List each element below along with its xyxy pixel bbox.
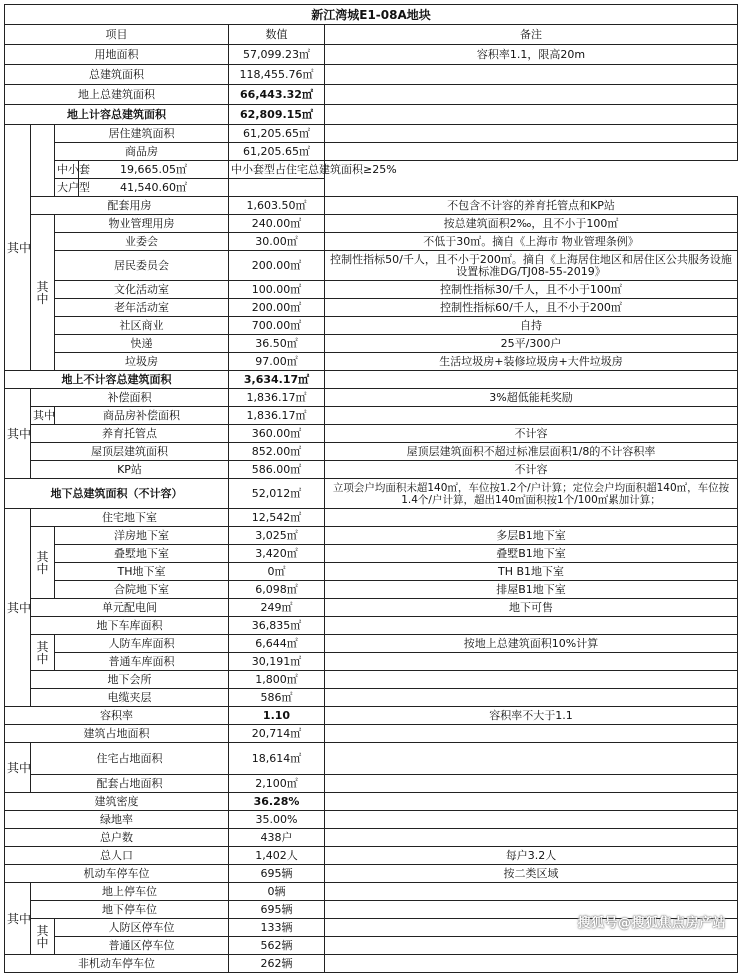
row-value: 1,836.17㎡ [229, 389, 325, 407]
row-note [325, 65, 738, 85]
row-label: 普通车库面积 [55, 653, 229, 671]
row-value: 36,835㎡ [229, 617, 325, 635]
row-label: 地下车库面积 [31, 617, 229, 635]
row-note: 3%超低能耗奖励 [325, 389, 738, 407]
row-label: 中小套 [55, 161, 79, 179]
row-label: 用地面积 [5, 45, 229, 65]
row-value: 36.50㎡ [229, 335, 325, 353]
row-value: 118,455.76㎡ [229, 65, 325, 85]
row-value: 30,191㎡ [229, 653, 325, 671]
row-note [325, 793, 738, 811]
row-note [325, 811, 738, 829]
row-value: 35.00% [229, 811, 325, 829]
row-value: 0㎡ [229, 563, 325, 581]
row-value: 133辆 [229, 919, 325, 937]
row-label: 人防车库面积 [55, 635, 229, 653]
group-label: 其中 [5, 883, 31, 955]
row-label: 居住建筑面积 [55, 125, 229, 143]
row-label: 居民委员会 [55, 251, 229, 281]
row-label: 地下会所 [31, 671, 229, 689]
row-note: 立项会户均面积未超140㎡，车位按1.2个/户计算；定位会户均面积超140㎡，车位按1.4个/户计算，超出140㎡面积按1个/100㎡累加计算； [325, 479, 738, 509]
row-value: 700.00㎡ [229, 317, 325, 335]
row-note [325, 725, 738, 743]
row-label: 地上总建筑面积 [5, 85, 229, 105]
group-label: 其中 [5, 509, 31, 707]
row-label: 建筑占地面积 [5, 725, 229, 743]
row-label: 非机动车停车位 [5, 955, 229, 973]
row-note [325, 143, 738, 161]
row-label: 容积率 [5, 707, 229, 725]
row-note: 控制性指标50/千人，且不小于200㎡。摘自《上海居住地区和居住区公共服务设施设置标准DG/TJ08-55-2019》 [325, 251, 738, 281]
row-note [325, 775, 738, 793]
row-note [325, 829, 738, 847]
row-note: 按地上总建筑面积10%计算 [325, 635, 738, 653]
row-label: 文化活动室 [55, 281, 229, 299]
row-note [325, 743, 738, 775]
row-label: 大户型 [55, 179, 79, 197]
row-value: 249㎡ [229, 599, 325, 617]
row-note [325, 105, 738, 125]
row-note: 按总建筑面积2‰，且不小于100㎡ [325, 215, 738, 233]
row-label: 垃圾房 [55, 353, 229, 371]
row-label: 建筑密度 [5, 793, 229, 811]
row-label: 配套占地面积 [31, 775, 229, 793]
row-value: 200.00㎡ [229, 299, 325, 317]
row-note: 排屋B1地下室 [325, 581, 738, 599]
row-label: 机动车停车位 [5, 865, 229, 883]
row-value: 562辆 [229, 937, 325, 955]
row-value: 36.28% [229, 793, 325, 811]
row-label: 住宅占地面积 [31, 743, 229, 775]
sub-group-label: 其中 [31, 635, 55, 671]
row-value: 586.00㎡ [229, 461, 325, 479]
row-value: 1.10 [229, 707, 325, 725]
table-title: 新江湾城E1-08A地块 [5, 5, 738, 25]
group-label: 其中 [5, 743, 31, 793]
row-value: 97.00㎡ [229, 353, 325, 371]
row-label: 屋顶层建筑面积 [31, 443, 229, 461]
sub-group-label: 其中 [31, 919, 55, 955]
header-note: 备注 [325, 25, 738, 45]
row-label: 普通区停车位 [55, 937, 229, 955]
watermark: 搜狐号@搜狐焦点房产站 [577, 916, 726, 931]
row-value: 695辆 [229, 901, 325, 919]
row-label: 地上停车位 [31, 883, 229, 901]
row-note: 容积率不大于1.1 [325, 707, 738, 725]
row-note: 每户3.2人 [325, 847, 738, 865]
row-value: 61,205.65㎡ [229, 125, 325, 143]
row-value: 2,100㎡ [229, 775, 325, 793]
row-value: 262辆 [229, 955, 325, 973]
row-value: 52,012㎡ [229, 479, 325, 509]
row-note [325, 407, 738, 425]
row-value: 3,025㎡ [229, 527, 325, 545]
row-note: 不低于30㎡。摘自《上海市 物业管理条例》 [325, 233, 738, 251]
row-note: 不计容 [325, 425, 738, 443]
row-note: 生活垃圾房+装修垃圾房+大件垃圾房 [325, 353, 738, 371]
row-note [325, 671, 738, 689]
row-value: 41,540.60㎡ [79, 179, 229, 197]
row-label: 社区商业 [55, 317, 229, 335]
row-note: 容积率1.1，限高20m [325, 45, 738, 65]
row-label: 配套用房 [31, 197, 229, 215]
row-note: 中小套型占住宅总建筑面积≥25% [229, 161, 325, 179]
row-value: 1,603.50㎡ [229, 197, 325, 215]
row-note: 自持 [325, 317, 738, 335]
row-note: 控制性指标30/千人，且不小于100㎡ [325, 281, 738, 299]
row-note [325, 955, 738, 973]
row-label: 商品房 [55, 143, 229, 161]
row-note: 按二类区域 [325, 865, 738, 883]
row-value: 19,665.05㎡ [79, 161, 229, 179]
row-label: 叠墅地下室 [55, 545, 229, 563]
row-value: 57,099.23㎡ [229, 45, 325, 65]
row-label: TH地下室 [55, 563, 229, 581]
row-label: 补偿面积 [31, 389, 229, 407]
row-label: 物业管理用房 [55, 215, 229, 233]
row-note [325, 85, 738, 105]
row-label: 人防区停车位 [55, 919, 229, 937]
row-note [325, 937, 738, 955]
row-value: 0辆 [229, 883, 325, 901]
row-note [325, 371, 738, 389]
row-note [325, 509, 738, 527]
row-note: 不计容 [325, 461, 738, 479]
row-value: 240.00㎡ [229, 215, 325, 233]
row-label: 快递 [55, 335, 229, 353]
row-value: 18,614㎡ [229, 743, 325, 775]
data-table [4, 4, 738, 973]
row-value: 586㎡ [229, 689, 325, 707]
group-label: 其中 [5, 125, 31, 371]
row-value: 1,800㎡ [229, 671, 325, 689]
row-label: 商品房补偿面积 [55, 407, 229, 425]
row-label: 合院地下室 [55, 581, 229, 599]
row-label: 总户数 [5, 829, 229, 847]
row-note [325, 689, 738, 707]
row-value: 66,443.32㎡ [229, 85, 325, 105]
row-label: 养育托管点 [31, 425, 229, 443]
row-note [229, 179, 325, 197]
row-label: KP站 [31, 461, 229, 479]
row-value: 1,836.17㎡ [229, 407, 325, 425]
row-label: 单元配电间 [31, 599, 229, 617]
group-label: 其中 [5, 389, 31, 479]
row-value: 6,098㎡ [229, 581, 325, 599]
row-value: 3,634.17㎡ [229, 371, 325, 389]
row-value: 695辆 [229, 865, 325, 883]
row-note: 地下可售 [325, 599, 738, 617]
row-label: 总人口 [5, 847, 229, 865]
row-note: 控制性指标60/千人，且不小于200㎡ [325, 299, 738, 317]
row-note: 多层B1地下室 [325, 527, 738, 545]
row-note [325, 617, 738, 635]
row-note: 25平/300户 [325, 335, 738, 353]
row-note: 不包含不计容的养育托管点和KP站 [325, 197, 738, 215]
row-value: 360.00㎡ [229, 425, 325, 443]
row-label: 地下总建筑面积（不计容） [5, 479, 229, 509]
row-label: 地上计容总建筑面积 [5, 105, 229, 125]
sub-group-label: 其中 [31, 215, 55, 371]
row-value: 200.00㎡ [229, 251, 325, 281]
sub-group-label: 其中 [31, 407, 55, 425]
row-value: 61,205.65㎡ [229, 143, 325, 161]
row-note: 叠墅B1地下室 [325, 545, 738, 563]
row-label: 住宅地下室 [31, 509, 229, 527]
row-value: 3,420㎡ [229, 545, 325, 563]
row-value: 6,644㎡ [229, 635, 325, 653]
row-label: 地下停车位 [31, 901, 229, 919]
row-label: 绿地率 [5, 811, 229, 829]
row-value: 20,714㎡ [229, 725, 325, 743]
row-label: 地上不计容总建筑面积 [5, 371, 229, 389]
row-label: 业委会 [55, 233, 229, 251]
row-value: 1,402人 [229, 847, 325, 865]
row-note [325, 883, 738, 901]
sub-group-label: 其中 [31, 527, 55, 599]
row-note: TH B1地下室 [325, 563, 738, 581]
row-label: 洋房地下室 [55, 527, 229, 545]
row-note: 屋顶层建筑面积不超过标准层面积1/8的不计容积率 [325, 443, 738, 461]
row-note [325, 653, 738, 671]
row-note [325, 125, 738, 143]
header-item: 项目 [5, 25, 229, 45]
row-value: 100.00㎡ [229, 281, 325, 299]
row-label: 总建筑面积 [5, 65, 229, 85]
header-value: 数值 [229, 25, 325, 45]
row-value: 30.00㎡ [229, 233, 325, 251]
row-value: 438户 [229, 829, 325, 847]
row-value: 12,542㎡ [229, 509, 325, 527]
row-value: 852.00㎡ [229, 443, 325, 461]
row-label: 老年活动室 [55, 299, 229, 317]
row-value: 62,809.15㎡ [229, 105, 325, 125]
row-label: 电缆夹层 [31, 689, 229, 707]
